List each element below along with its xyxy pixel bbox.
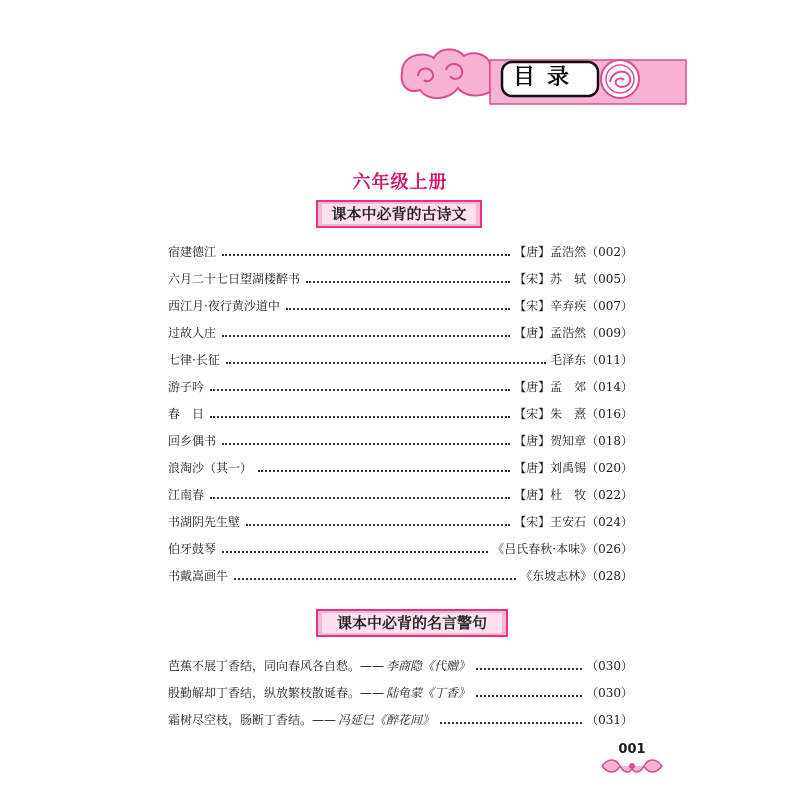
footer-ornament-icon [600, 758, 664, 774]
leader-dots [476, 667, 582, 670]
toc-entry[interactable] [168, 483, 633, 503]
leader-dots [222, 253, 510, 256]
toc-entry[interactable] [168, 564, 633, 584]
quote-text: 芭蕉不展丁香结，同向春风各自愁。—— [168, 659, 385, 673]
leader-dots [222, 442, 510, 445]
entry-source: 【宋】王安石（024） [514, 515, 633, 529]
leader-dots [258, 469, 510, 472]
toc-entry[interactable] [168, 375, 633, 395]
toc-entry[interactable] [168, 348, 633, 368]
entry-source: 【宋】辛弃疾（007） [514, 299, 633, 313]
leader-dots [222, 334, 510, 337]
toc-entry[interactable] [168, 321, 633, 341]
quote-text: 霜树尽空枝，肠断丁香结。—— [168, 713, 337, 727]
toc-entry[interactable] [168, 456, 633, 476]
entry-source: 【宋】苏 轼（005） [514, 272, 633, 286]
entry-title: 书戴嵩画牛 [168, 569, 229, 583]
entry-source: 【唐】贺知章（018） [514, 434, 633, 448]
leader-dots [246, 523, 510, 526]
quote-entry[interactable] [168, 708, 633, 728]
leader-dots [210, 496, 510, 499]
quote-source: 陆龟蒙《丁香》 [386, 686, 471, 700]
quote-source: 冯延巳《醉花间》 [338, 713, 435, 727]
entry-title: 书湖阴先生壁 [168, 515, 241, 529]
leader-dots [234, 577, 516, 580]
quote-page: （030） [586, 659, 633, 673]
toc-entry[interactable] [168, 267, 633, 287]
quote-page: （030） [586, 686, 633, 700]
quote-source: 李商隐《代赠》 [386, 659, 471, 673]
leader-dots [222, 550, 488, 553]
entry-title: 西江月·夜行黄沙道中 [168, 299, 280, 313]
entry-source: 【宋】朱 熹（016） [514, 407, 633, 421]
leader-dots [440, 721, 582, 724]
entry-source: 【唐】杜 牧（022） [514, 488, 633, 502]
entry-source: 【唐】孟浩然（009） [514, 326, 633, 340]
entry-source: 【唐】孟 郊（014） [514, 380, 633, 394]
leader-dots [210, 415, 510, 418]
entry-title: 伯牙鼓琴 [168, 542, 217, 556]
section-heading-poems [316, 200, 482, 228]
entry-title: 春 日 [168, 407, 205, 421]
entry-source: 毛泽东（011） [550, 353, 633, 367]
page-number: 001 [618, 742, 646, 757]
entry-title: 江南春 [168, 488, 205, 502]
leader-dots [226, 361, 546, 364]
entry-source: 《吕氏春秋·本味》（026） [492, 542, 633, 556]
entry-title: 回乡偶书 [168, 434, 217, 448]
entry-title: 七律·长征 [168, 353, 220, 367]
entry-title: 浪淘沙（其一） [168, 461, 253, 475]
toc-entry[interactable] [168, 429, 633, 449]
section-heading-label: 课本中必背的名言警句 [322, 613, 502, 633]
toc-title: 目录 [512, 65, 581, 90]
quote-page: （031） [586, 713, 633, 727]
toc-entry[interactable] [168, 240, 633, 260]
leader-dots [476, 694, 582, 697]
toc-entry[interactable] [168, 294, 633, 314]
section-heading-label: 课本中必背的古诗文 [322, 204, 476, 224]
leader-dots [210, 388, 510, 391]
entry-title: 游子吟 [168, 380, 205, 394]
leader-dots [286, 307, 510, 310]
leader-dots [306, 280, 510, 283]
entry-title: 过故人庄 [168, 326, 217, 340]
entry-title: 宿建德江 [168, 245, 217, 259]
quote-entry[interactable] [168, 654, 633, 674]
entry-source: 【唐】刘禹锡（020） [514, 461, 633, 475]
grade-title: 六年级上册 [352, 172, 448, 193]
toc-entry[interactable] [168, 402, 633, 422]
section-heading-quotes [316, 609, 508, 637]
entry-source: 【唐】孟浩然（002） [514, 245, 633, 259]
toc-entry[interactable] [168, 537, 633, 557]
entry-title: 六月二十七日望湖楼醉书 [168, 272, 301, 286]
entry-source: 《东坡志林》（028） [520, 569, 633, 583]
toc-entry[interactable] [168, 510, 633, 530]
quote-entry[interactable] [168, 681, 633, 701]
quote-text: 殷勤解却丁香结，纵放繁枝散诞春。—— [168, 686, 385, 700]
